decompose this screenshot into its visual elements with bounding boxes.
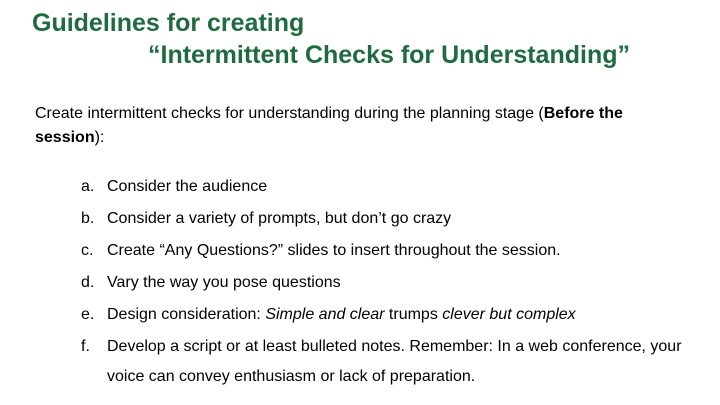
list-item-italic-1: Simple and clear [265, 306, 385, 323]
intro-text-before: Create intermittent checks for understanding during the planning stage ( [35, 105, 544, 122]
guidelines-list [81, 176, 701, 403]
slide-title [32, 7, 630, 71]
list-item [81, 304, 701, 325]
list-item [81, 272, 701, 293]
slide-title-line-2: “Intermittent Checks for Understanding” [148, 41, 630, 69]
list-marker: b. [81, 210, 95, 227]
list-marker: a. [81, 178, 95, 195]
list-item-text-before: Design consideration: [107, 306, 266, 323]
list-item-text: Create “Any Questions?” slides to insert throughout the session. [107, 242, 561, 259]
list-item-text: Consider the audience [107, 178, 268, 195]
intro-text-after: ): [94, 129, 105, 146]
list-marker: e. [81, 306, 95, 323]
slide-title-line-1: Guidelines for creating [32, 9, 305, 37]
list-item [81, 240, 701, 261]
intro-bold-text: Before the session [35, 105, 623, 146]
list-item [81, 332, 701, 392]
list-marker: f. [81, 338, 90, 355]
list-item-text-middle: trumps [384, 306, 443, 323]
list-item-text: Consider a variety of prompts, but don’t go crazy [107, 210, 452, 227]
list-item [81, 208, 701, 229]
list-marker: d. [81, 274, 95, 291]
list-item-text: Develop a script or at least bulleted notes. Remember: In a web conference, your voice can convey enthusiasm or lack of preparation. [107, 338, 682, 385]
list-item-text: Vary the way you pose questions [107, 274, 341, 291]
list-marker: c. [81, 242, 94, 259]
intro-paragraph [35, 102, 695, 150]
list-item-italic-2: clever but complex [442, 306, 576, 323]
list-item-text [107, 306, 576, 323]
list-item [81, 176, 701, 197]
